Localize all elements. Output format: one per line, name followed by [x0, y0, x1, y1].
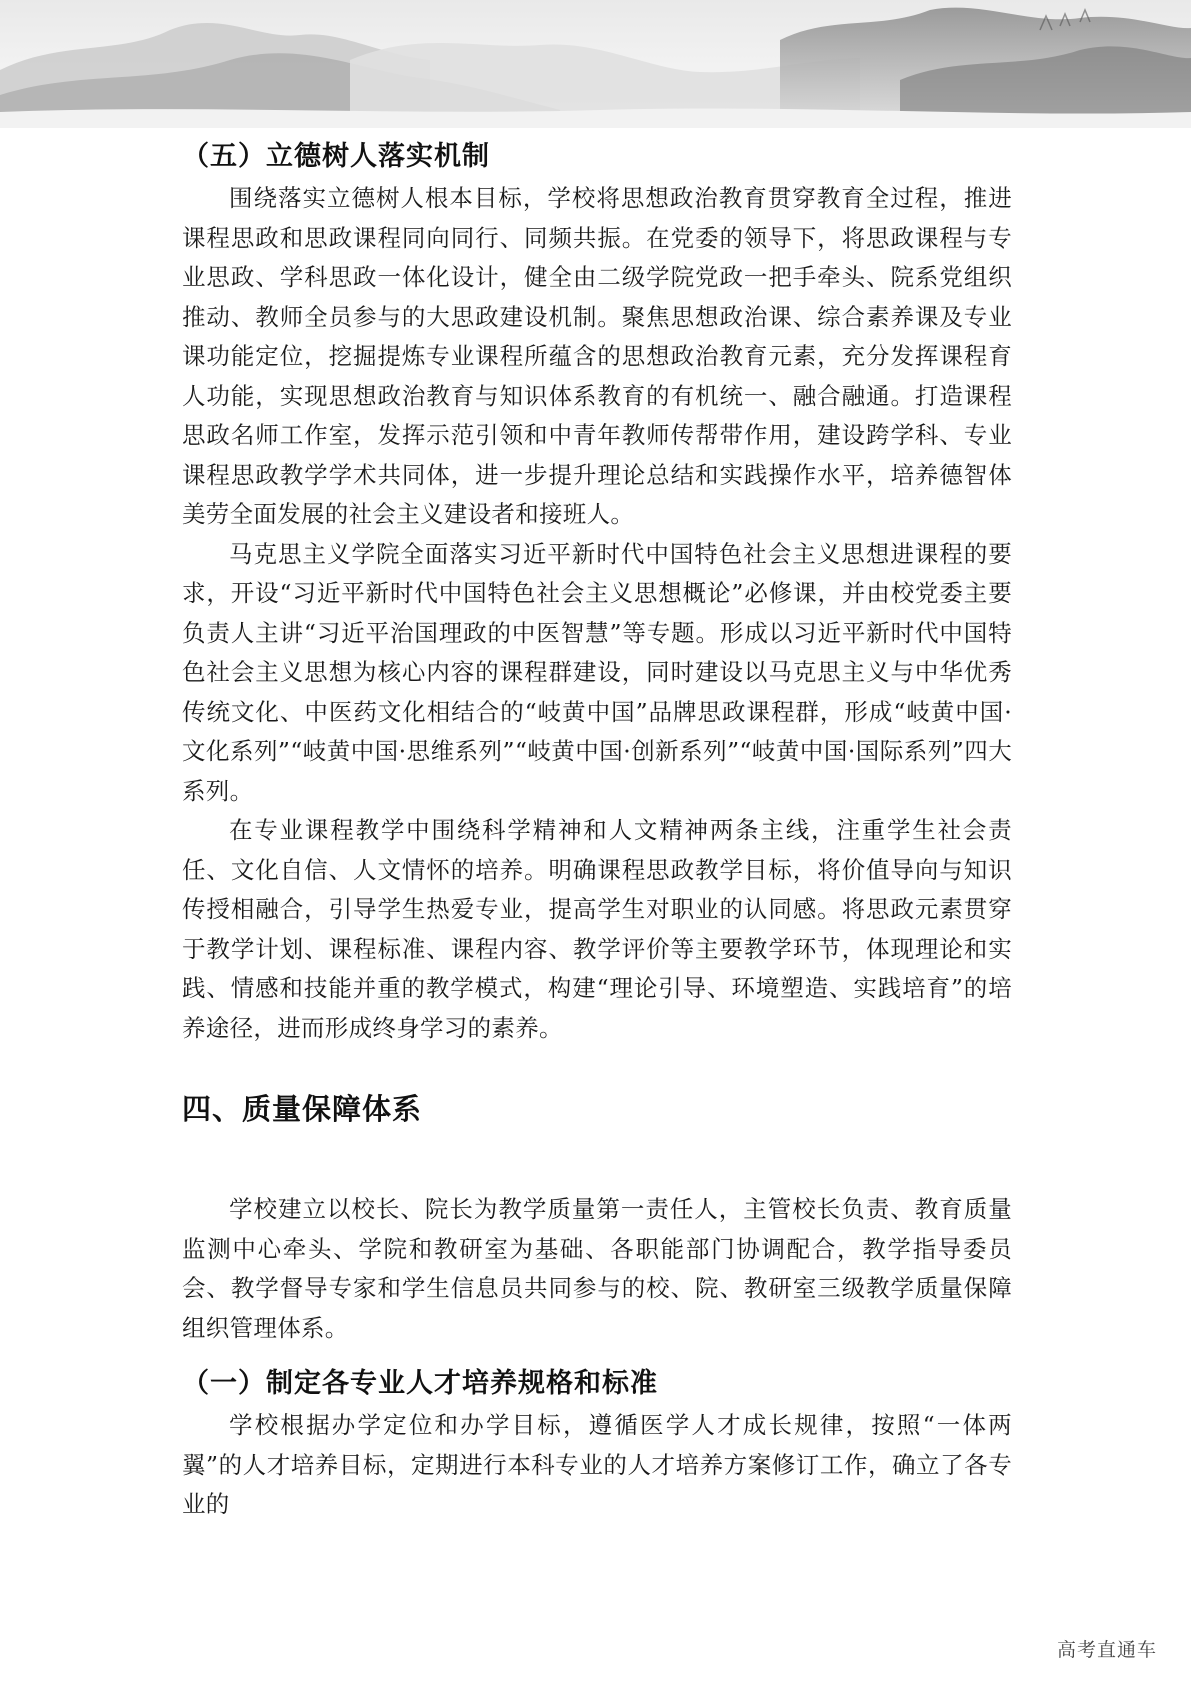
ink-landscape-banner [0, 0, 1191, 128]
section-four-intro: 学校建立以校长、院长为教学质量第一责任人，主管校长负责、教育质量监测中心牵头、学院和教研室为基础、各职能部门协调配合，教学指导委员会、教学督导专家和学生信息员共同参与的校、院、教研室三级教学质量保障组织管理体系。 [182, 1195, 1012, 1342]
document-body [182, 135, 1012, 1525]
section-five-paragraph-1: 围绕落实立德树人根本目标，学校将思想政治教育贯穿教育全过程，推进课程思政和思政课程同向同行、同频共振。在党委的领导下，将思政课程与专业思政、学科思政一体化设计，健全由二级学院党政一把手牵头、院系党组织推动、教师全员参与的大思政建设机制。聚焦思想政治课、综合素养课及专业课功能定位，挖掘提炼专业课程所蕴含的思想政治教育元素，充分发挥课程育人功能，实现思想政治教育与知识体系教育的有机统一、融合融通。打造课程思政名师工作室，发挥示范引领和中青年教师传帮带作用，建设跨学科、专业课程思政教学学术共同体，进一步提升理论总结和实践操作水平，培养德智体美劳全面发展的社会主义建设者和接班人。 [182, 184, 1012, 528]
section-five-heading: （五）立德树人落实机制 [182, 141, 490, 172]
section-five-paragraph-3: 在专业课程教学中围绕科学精神和人文精神两条主线，注重学生社会责任、文化自信、人文情怀的培养。明确课程思政教学目标，将价值导向与知识传授相融合，引导学生热爱专业，提高学生对职业的认同感。将思政元素贯穿于教学计划、课程标准、课程内容、教学评价等主要教学环节，体现理论和实践、情感和技能并重的教学模式，构建“理论引导、环境塑造、实践培育”的培养途径，进而形成终身学习的素养。 [182, 816, 1012, 1042]
subsection-one-heading: （一）制定各专业人才培养规格和标准 [182, 1368, 658, 1399]
section-four-heading: 四、质量保障体系 [182, 1092, 423, 1126]
subsection-one-paragraph: 学校根据办学定位和办学目标，遵循医学人才成长规律，按照“一体两翼”的人才培养目标，定期进行本科专业的人才培养方案修订工作，确立了各专业的 [182, 1411, 1012, 1518]
watermark-text: 高考直通车 [1056, 1639, 1157, 1661]
section-five-paragraph-2: 马克思主义学院全面落实习近平新时代中国特色社会主义思想进课程的要求，开设“习近平新时代中国特色社会主义思想概论”必修课，并由校党委主要负责人主讲“习近平治国理政的中医智慧”等专题。形成以习近平新时代中国特色社会主义思想为核心内容的课程群建设，同时建设以马克思主义与中华优秀传统文化、中医药文化相结合的“岐黄中国”品牌思政课程群，形成“岐黄中国·文化系列”“岐黄中国·思维系列”“岐黄中国·创新系列”“岐黄中国·国际系列”四大系列。 [182, 539, 1012, 805]
